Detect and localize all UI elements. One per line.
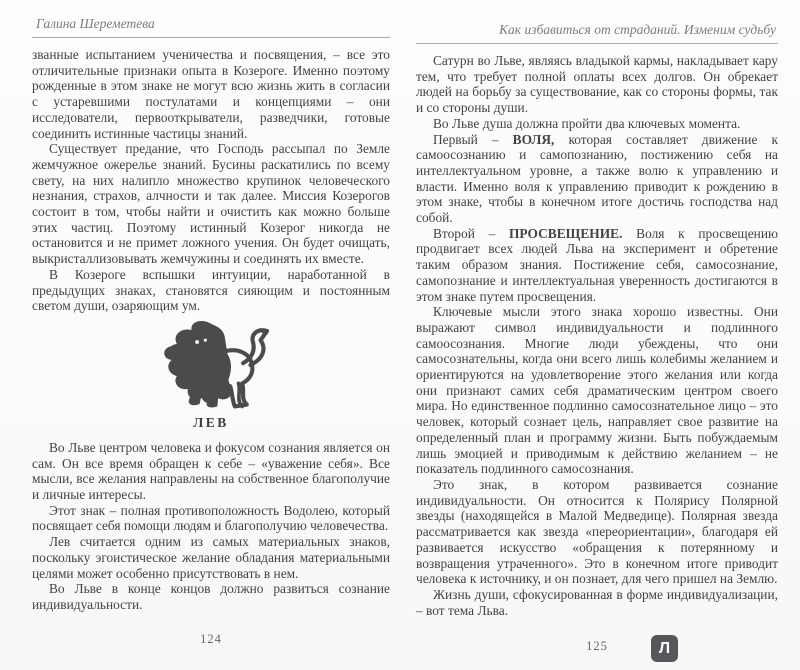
right-page-text: [416, 53, 778, 618]
left-page-bottom-text: [32, 440, 390, 613]
paragraph: Это знак, в котором развивается сознание индивидуальности. Он относится к Полярису Полярной звезды (находящейся в Малой Медведице). Полярная звезда рассматривается как звезда «переориентации», благодаря ей развивается искусство «обращения к потерянному и возвращения утраченного». Это в конечном итоге приводит человека к источнику, и он познает, для чего пришел на Землю.: [416, 476, 778, 587]
paragraph: Сатурн во Льве, являясь владыкой кармы, накладывает кару тем, что требует полной оплаты всех долгов. Он обрекает людей на борьбу за существование, как со стороны формы, так и со стороны души.: [416, 53, 778, 116]
paragraph: В Козероге вспышки интуиции, наработанной в предыдущих знаках, становятся сияющим и постоянным светом души, озаряющим ум.: [32, 266, 390, 314]
paragraph: Во Льве душа должна пройти два ключевых момента.: [433, 115, 741, 131]
paragraph: званные испытанием ученичества и посвящения, – все это отличительные признаки опыта в Козероге. Именно поэтому рожденные в этом знаке не могут всю жизнь жить в согласии с устаревшими постулатами и концепциями – они исследователи, первооткрыватели, разведчики, готовые соединить истинные частицы знаний.: [32, 47, 390, 141]
left-page-top-text: [32, 47, 390, 314]
paragraph: Существует предание, что Господь рассыпал по Земле жемчужное ожерелье знаний. Бусины раскатились по всему свету, на них налипло множество крупинок человеческого незнания, страхов, алчности и так далее. Миссия Козерогов состоит в том, чтобы найти и очистить как можно больше этих частиц. Поэтому истинный Козерог никогда не остановится и не примет ложного учения. Он будет очищать, выкристаллизовывать жемчужины и соединять их вместе.: [32, 141, 390, 267]
lion-silhouette-icon: [154, 319, 288, 411]
paragraph: Во Льве центром человека и фокусом сознания является он сам. Он все время обращен к себе – «уважение себя». Все мысли, все желания направлены на собственное благополучие и личные интересы.: [32, 439, 390, 503]
labirint-watermark-badge: Л: [651, 635, 678, 662]
running-head-author: Галина Шереметева: [32, 16, 390, 38]
left-page: [32, 16, 390, 613]
paragraph: Жизнь души, сфокусированная в форме индивидуализации, – вот тема Льва.: [416, 586, 778, 618]
paragraph: Во Льве в конце концов должно развиться сознание индивидуальности.: [32, 581, 390, 612]
paragraph: Второй – ПРОСВЕЩЕНИЕ. Воля к просвещению продвигает всех людей Льва на эксперимент и обретение таким образом знания. Постижение себя, самосознание, самопознание и интеллектуальная уверенность достигаются в этом знаке путем просвещения.: [416, 225, 779, 304]
right-page: [416, 22, 778, 618]
page-number-right: 125: [586, 639, 608, 653]
running-head-book-title: Как избавиться от страданий. Изменим судьбу: [416, 22, 778, 44]
paragraph: Этот знак – полная противоположность Водолею, который посвящает себя помощи людям и благополучию человечества.: [32, 502, 390, 534]
paragraph: Первый – ВОЛЯ, которая составляет движение к самоосознанию и самопознанию, постижению себя на интеллектуальном уровне, а также волю к управлению и власти. Именно воля к управлению приводит к рождению в этом знаке, чтобы в конечном итоге достичь господства над собой.: [416, 131, 778, 226]
page-number-left: 124: [200, 632, 222, 646]
paragraph: Ключевые мысли этого знака хорошо известны. Они выражают символ индивидуальности и подлинного самоосознания. Многие люди убеждены, что они самосознательны, когда они всего лишь колебимы желанием и ориентируются на удовлетворение этого желания или когда они признают самих себя драматическим центром своего мира. Но единственное подлинно самосознательное лицо – это человек, который сознает цель, направляет свое развитие на определенный план и программу жизни. Быть побуждаемым лишь эмоцией и приводимым к действию желанием – не показатель подлинного самосознания.: [416, 304, 778, 477]
section-heading-leo: ЛЕВ: [193, 414, 229, 430]
paragraph: Лев считается одним из самых материальных знаков, поскольку эгоистическое желание обладания материальными целями может особенно присутствовать в нем.: [32, 534, 390, 581]
leo-figure: [154, 319, 288, 411]
